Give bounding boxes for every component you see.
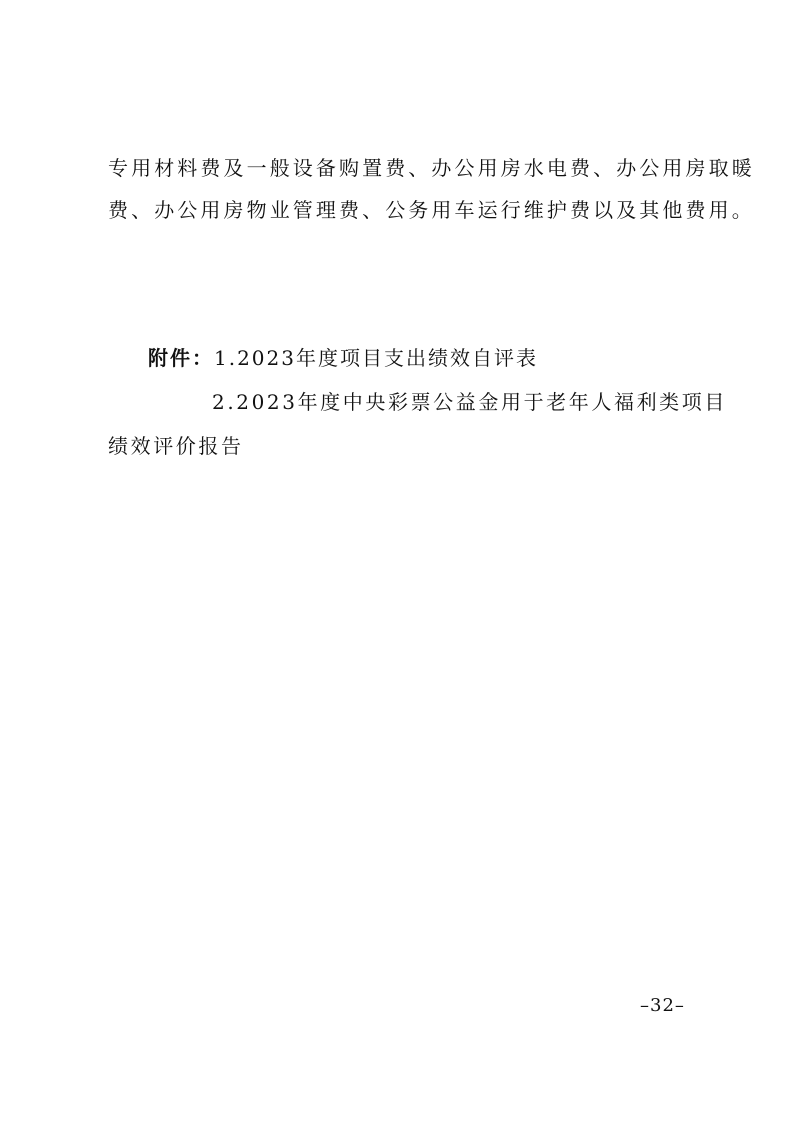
attachment-item-2-line-2: 绩效评价报告 <box>108 434 244 458</box>
attachment-item-2-line-1: 2.2023年度中央彩票公益金用于老年人福利类项目 <box>212 390 727 414</box>
attachment-label: 附件： <box>148 346 214 370</box>
attachment-item-1-text: 1.2023年度项目支出绩效自评表 <box>214 346 538 370</box>
attachment-item-1 <box>148 344 538 372</box>
paragraph-line-1: 专用材料费及一般设备购置费、办公用房水电费、办公用房取暖 <box>108 156 755 180</box>
page-number: –32– <box>640 995 685 1016</box>
paragraph-line-2: 费、办公用房物业管理费、公务用车运行维护费以及其他费用。 <box>108 198 755 222</box>
